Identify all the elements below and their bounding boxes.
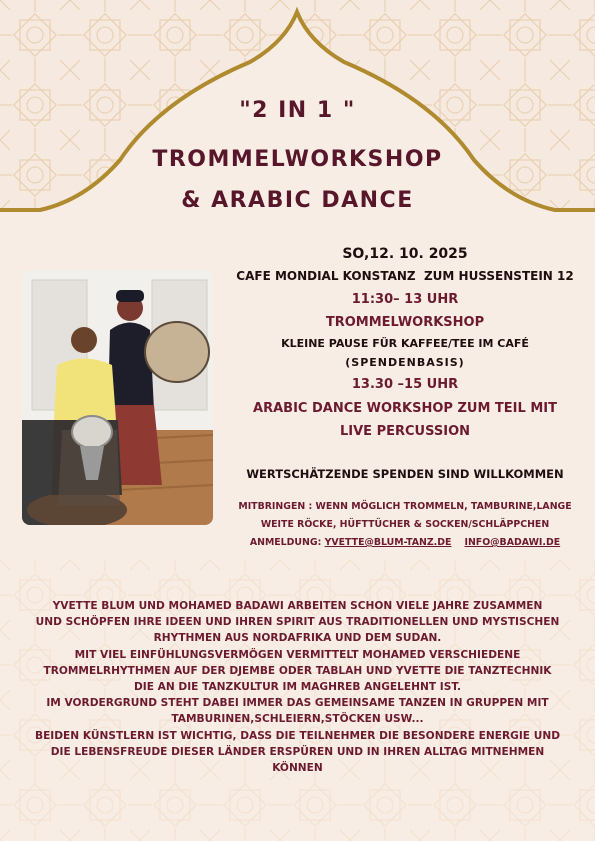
part-2-title-line2: LIVE PERCUSSION — [339, 424, 470, 439]
description-line: TROMMELRHYTHMEN AUF DER DJEMBE ODER TABLAH UND YVETTE DIE TANZTECHNIK — [43, 664, 552, 677]
registration-line — [215, 537, 595, 548]
description-line: IM VORDERGRUND STEHT DABEI IMMER DAS GEMEINSAME TANZEN IN GRUPPEN MIT — [46, 697, 549, 710]
workshop-photo — [22, 270, 213, 525]
description-line: TAMBURINEN,SCHLEIERN,STÖCKEN USW... — [171, 713, 424, 726]
description-line: RHYTHMEN AUS NORDAFRIKA UND DEM SUDAN. — [153, 632, 442, 645]
description-line: DIE LEBENSFREUDE DIESER LÄNDER ERSPÜREN UND IN IHREN ALLTAG MITNEHMEN — [50, 745, 545, 758]
event-venue: CAFE MONDIAL KONSTANZ ZUM HUSSENSTEIN 12 — [236, 269, 574, 283]
email-link-badawi[interactable]: INFO@BADAWI.DE — [464, 537, 561, 548]
time-slot-1: 11:30– 13 UHR — [351, 292, 459, 307]
description-line: DIE AN DIE TANZKULTUR IM MAGHREB ANGELEHNT IST. — [134, 681, 461, 694]
bring-list-line2: WEITE RÖCKE, HÜFTTÜCHER & SOCKEN/SCHLÄPPCHEN — [260, 519, 550, 530]
description-line: KÖNNEN — [272, 762, 323, 775]
part-1-title: TROMMELWORKSHOP — [325, 315, 485, 330]
description-line: YVETTE BLUM UND MOHAMED BADAWI ARBEITEN SCHON VIELE JAHRE ZUSAMMEN — [52, 600, 543, 612]
registration-label: ANMELDUNG: — [249, 537, 322, 548]
pause-donation-note: (SPENDENBASIS) — [345, 356, 465, 369]
description-line: UND SCHÖPFEN IHRE IDEEN UND IHREN SPIRIT AUS TRADITIONELLEN UND MYSTISCHEN — [35, 616, 560, 629]
description-line: BEIDEN KÜNSTLERN IST WICHTIG, DASS DIE TEILNEHMER DIE BESONDERE ENERGIE UND — [35, 729, 560, 742]
time-slot-2: 13.30 –15 UHR — [351, 377, 459, 392]
email-link-yvette[interactable]: YVETTE@BLUM-TANZ.DE — [324, 537, 452, 548]
part-2-title-line1: ARABIC DANCE WORKSHOP ZUM TEIL MIT — [253, 401, 557, 416]
description-line: MIT VIEL EINFÜHLUNGSVERMÖGEN VERMITTELT MOHAMED VERSCHIEDENE — [74, 648, 521, 661]
title-line3: & ARABIC DANCE — [181, 188, 414, 213]
title-line1: "2 IN 1 " — [239, 98, 356, 123]
event-date: SO,12. 10. 2025 — [342, 246, 468, 262]
donation-note: WERTSCHÄTZENDE SPENDEN SIND WILLKOMMEN — [246, 467, 564, 481]
description — [20, 598, 575, 776]
pause-note: KLEINE PAUSE FÜR KAFFEE/TEE IM CAFÉ — [281, 337, 529, 350]
title-line2: TROMMELWORKSHOP — [152, 147, 443, 172]
bring-list-line1: MITBRINGEN : WENN MÖGLICH TROMMELN, TAMBURINE,LANGE — [238, 501, 572, 512]
